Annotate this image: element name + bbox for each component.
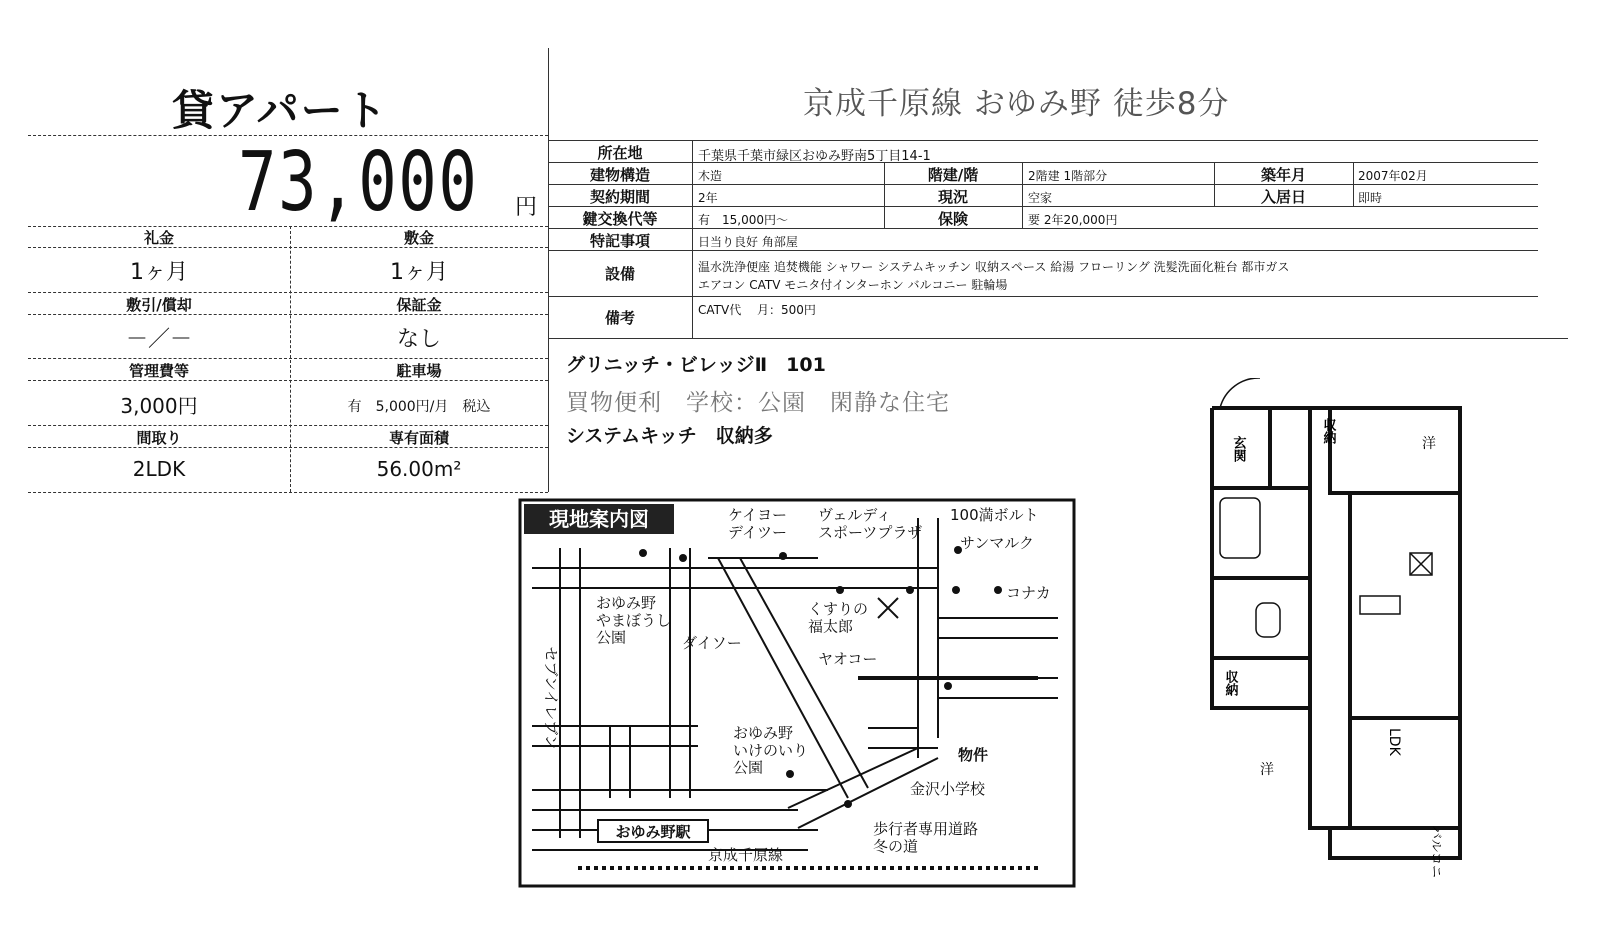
insurance-label: 保険 <box>937 210 968 228</box>
contract-value: 2年 <box>698 191 718 205</box>
map-station: おゆみ野駅 <box>615 823 691 841</box>
map-yaoko: ヤオコー <box>818 650 878 668</box>
remarks-value: CATV代 月：500円 <box>698 303 816 317</box>
floor-plan <box>1200 378 1480 878</box>
madori-value: 2LDK <box>132 457 186 481</box>
status-label: 現況 <box>937 188 968 206</box>
insurance-value: 要 2年20,000円 <box>1028 213 1118 227</box>
parking-label: 駐車場 <box>396 362 442 380</box>
kanrihi-value: 3,000円 <box>120 394 198 418</box>
map-kusuri: くすりの福太郎 <box>808 600 869 636</box>
access-info: 京成千原線 おゆみ野 徒歩8分 <box>803 86 1230 122</box>
floorplan-western1: 洋 <box>1422 436 1436 452</box>
map-keiyo: ケイヨーデイツー <box>728 506 787 542</box>
equipment-line2: エアコン CATV モニタ付インターホン バルコニー 駐輪場 <box>698 278 1008 292</box>
handwritten-note: 買物便利 学校：公園 閑静な住宅 <box>566 390 950 416</box>
floorplan-western2: 洋 <box>1260 762 1274 778</box>
equipment-line1: 温水洗浄便座 追焚機能 シャワー システムキッチン 収納スペース 給湯 フローリング 洗髪洗面化粧台 都市ガス <box>698 260 1290 274</box>
map-park1: おゆみ野やまぼうし公園 <box>596 594 672 647</box>
map-welldi: ヴェルディスポーツプラザ <box>818 506 923 542</box>
map-konaka: コナカ <box>1006 584 1051 602</box>
map-title: 現地案内図 <box>549 507 649 531</box>
kitchen-note: システムキッチ 収納多 <box>566 425 773 447</box>
madori-label: 間取り <box>136 429 182 447</box>
built-value: 2007年02月 <box>1358 169 1428 183</box>
floorplan-storage1: 収納 <box>1320 418 1336 444</box>
rent-unit: 円 <box>515 195 538 220</box>
map-sanmaruku: サンマルク <box>960 534 1034 552</box>
hoshokin-label: 保証金 <box>396 296 442 314</box>
shikibiki-label: 敷引/償却 <box>126 296 192 314</box>
floorplan-balcony: バルコニー <box>1428 826 1443 878</box>
movein-value: 即時 <box>1358 191 1383 205</box>
map-property: 物件 <box>958 746 989 764</box>
listing-type: 貸アパート <box>172 86 389 135</box>
area-value: 56.00m² <box>376 457 462 481</box>
structure-value: 木造 <box>698 169 723 183</box>
floorplan-svg <box>1200 378 1480 878</box>
contract-label: 契約期間 <box>589 188 650 206</box>
features-label: 特記事項 <box>589 232 650 250</box>
area-map <box>518 498 1076 888</box>
reikin-label: 礼金 <box>143 229 174 247</box>
key-value: 有 15,000円～ <box>698 213 788 227</box>
floorplan-ldk: LDK <box>1386 728 1402 756</box>
map-daiso: ダイソー <box>682 634 742 652</box>
floorplan-storage2: 収納 <box>1222 670 1238 696</box>
shikikin-value: 1ヶ月 <box>390 260 448 285</box>
status-value: 空家 <box>1028 191 1053 205</box>
shikibiki-value: －／－ <box>125 327 192 352</box>
structure-label: 建物構造 <box>589 166 650 184</box>
parking-value: 有 5,000円/月 税込 <box>347 399 491 415</box>
map-school: 金沢小学校 <box>910 780 986 798</box>
address-value: 千葉県千葉市緑区おゆみ野南5丁目14-1 <box>698 149 931 164</box>
key-label: 鍵交換代等 <box>582 210 658 228</box>
map-park2: おゆみ野いけのいり公園 <box>733 724 809 777</box>
floorplan-entrance: 玄関 <box>1230 436 1246 462</box>
hoshokin-value: なし <box>396 327 441 352</box>
map-bolt: 100満ボルト <box>950 506 1039 524</box>
map-line: 京成千原線 <box>708 846 784 864</box>
remarks-label: 備考 <box>604 309 635 327</box>
kanrihi-label: 管理費等 <box>128 362 189 380</box>
shikikin-label: 敷金 <box>403 229 434 247</box>
address-label: 所在地 <box>597 144 643 162</box>
building-name: グリニッチ・ビレッジⅡ 101 <box>566 354 826 376</box>
built-label: 築年月 <box>1260 166 1306 184</box>
reikin-value: 1ヶ月 <box>130 260 188 285</box>
area-label: 専有面積 <box>388 429 449 447</box>
map-seven: セブンイレブン <box>542 646 560 750</box>
rent-amount: 73,000 <box>238 135 479 230</box>
equipment-label: 設備 <box>604 265 635 283</box>
map-svg <box>518 498 1076 888</box>
movein-label: 入居日 <box>1260 188 1306 206</box>
floors-value: 2階建 1階部分 <box>1028 169 1108 183</box>
floors-label: 階建/階 <box>927 166 979 184</box>
features-value: 日当り良好 角部屋 <box>698 235 798 249</box>
map-path: 歩行者専用道路冬の道 <box>873 820 979 856</box>
